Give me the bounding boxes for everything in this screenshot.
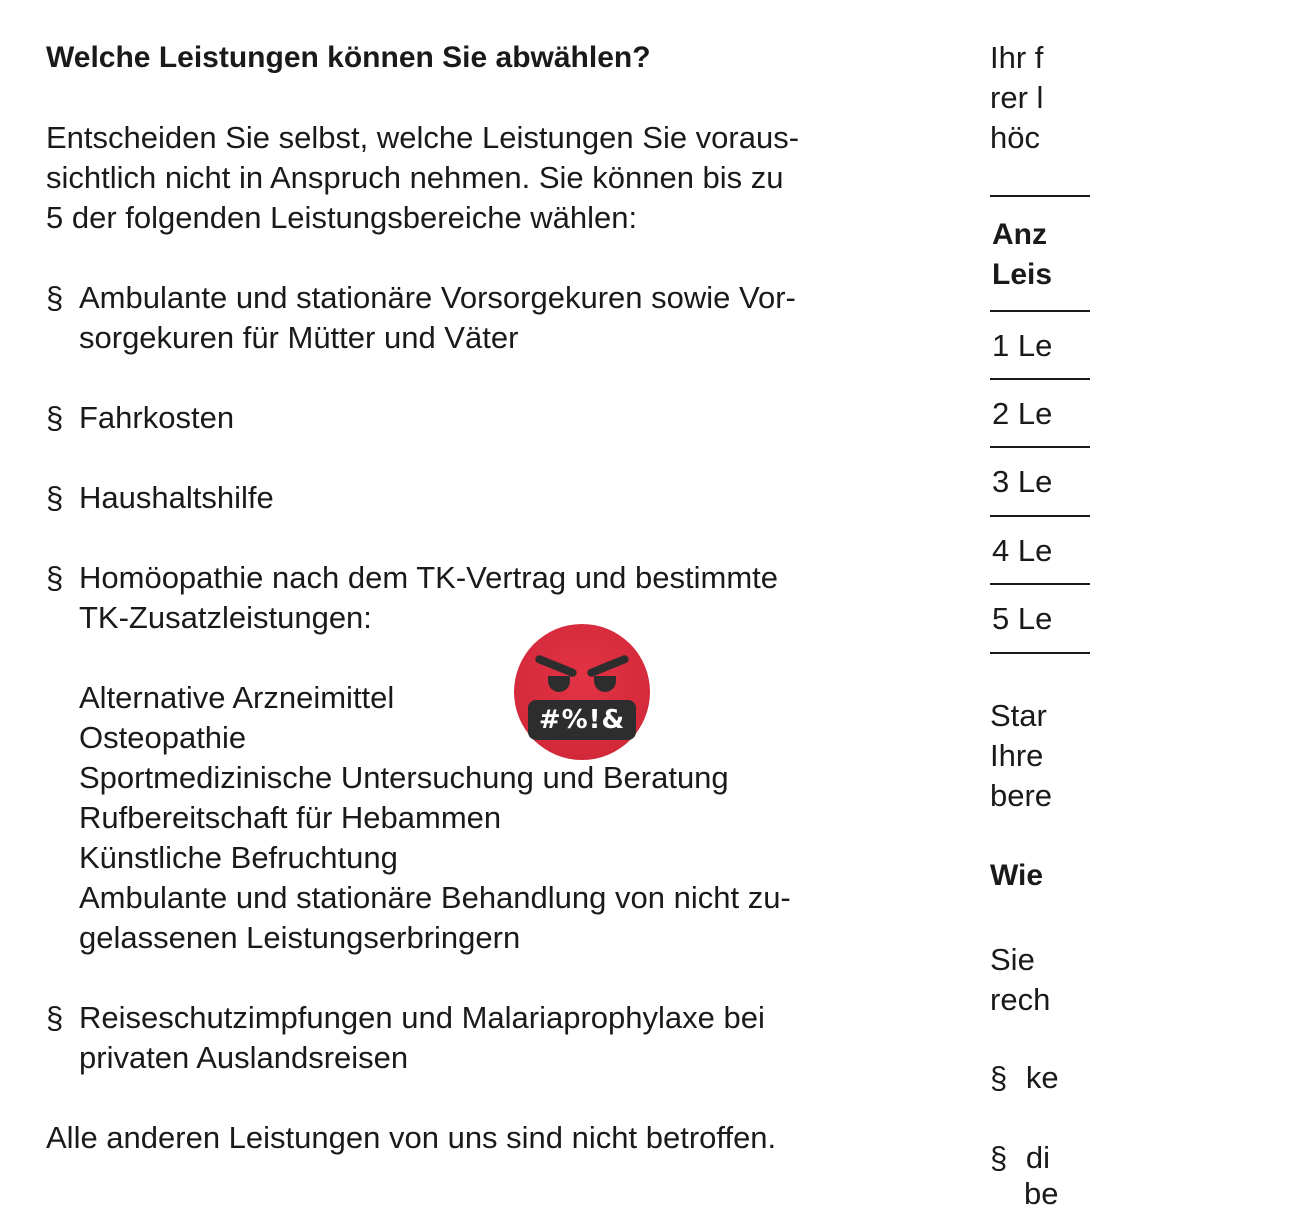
table-row: 3 Le xyxy=(992,464,1053,499)
sub-list-item: Alternative Arzneimittel xyxy=(79,680,395,715)
right-text-line: Star xyxy=(990,698,1047,733)
list-item-line: Ambulante und stationäre Vorsorgekuren sowie Vor- xyxy=(79,280,796,315)
list-item-line: Reiseschutzimpfungen und Malariaprophylaxe bei xyxy=(79,1000,765,1035)
section-sign: § xyxy=(46,1000,64,1035)
face-with-symbols-on-mouth-icon xyxy=(514,624,650,760)
list-item-line: privaten Auslandsreisen xyxy=(79,1040,409,1075)
closing-paragraph: Alle anderen Leistungen von uns sind nicht betroffen. xyxy=(46,1120,777,1155)
right-text-line: bere xyxy=(990,778,1053,813)
table-row: 4 Le xyxy=(992,533,1053,568)
sub-list xyxy=(79,678,926,958)
intro-paragraph xyxy=(46,118,926,238)
section-sign: § xyxy=(46,280,64,315)
right-list-item-text: di xyxy=(1025,1140,1051,1175)
sub-list-item: Sportmedizinische Untersuchung und Beratung xyxy=(79,760,729,795)
sub-list-item: Künstliche Befruchtung xyxy=(79,840,398,875)
section-sign: § xyxy=(990,1140,1008,1175)
right-list-item-text: ke xyxy=(1025,1060,1059,1095)
table-row: 2 Le xyxy=(992,396,1053,431)
intro-line: sichtlich nicht in Anspruch nehmen. Sie können bis zu xyxy=(46,160,784,195)
right-text-line: rer l xyxy=(990,80,1044,115)
right-subheading: Wie xyxy=(990,859,1044,892)
table-row: 5 Le xyxy=(992,601,1053,636)
list-item-line: Fahrkosten xyxy=(79,400,235,435)
table-rule xyxy=(990,583,1090,585)
section-sign: § xyxy=(46,400,64,435)
left-eye xyxy=(548,676,570,692)
censored-symbols: #%!& xyxy=(528,700,636,740)
right-text-line: rech xyxy=(990,982,1051,1017)
right-list-item xyxy=(990,1058,1059,1098)
list-item-line: Haushaltshilfe xyxy=(79,480,274,515)
right-paragraph xyxy=(990,696,1052,816)
section-sign: § xyxy=(46,480,64,515)
table-top-rule xyxy=(990,195,1090,197)
table-header-line: Anz xyxy=(992,218,1047,251)
list-item xyxy=(46,398,926,438)
right-list-item-continuation: be xyxy=(1024,1176,1059,1211)
sub-list-item: gelassenen Leistungserbringern xyxy=(79,920,521,955)
sub-list-item: Rufbereitschaft für Hebammen xyxy=(79,800,502,835)
list-item xyxy=(46,558,926,958)
table-rule xyxy=(990,310,1090,312)
list-item-line: Homöopathie nach dem TK-Vertrag und bestimmte xyxy=(79,560,779,595)
right-list-item xyxy=(990,1138,1050,1178)
list-item xyxy=(46,278,926,358)
list-item xyxy=(46,998,926,1078)
intro-line: Entscheiden Sie selbst, welche Leistungen Sie voraus- xyxy=(46,120,800,155)
table-rule xyxy=(990,446,1090,448)
table-header-line: Leis xyxy=(992,258,1053,291)
section-sign: § xyxy=(990,1060,1008,1095)
table-rule xyxy=(990,378,1090,380)
right-eye xyxy=(594,676,616,692)
right-text-line: Sie xyxy=(990,942,1035,977)
table-rule xyxy=(990,515,1090,517)
intro-line: 5 der folgenden Leistungsbereiche wählen: xyxy=(46,200,638,235)
right-text-line: Ihr f xyxy=(990,40,1044,75)
sub-list-item: Ambulante und stationäre Behandlung von nicht zu- xyxy=(79,880,791,915)
list-item-line: TK-Zusatzleistungen: xyxy=(79,600,372,635)
table-header xyxy=(992,215,1052,295)
right-text-line: höc xyxy=(990,120,1040,155)
left-eyebrow xyxy=(534,654,578,678)
right-text-line: Ihre xyxy=(990,738,1044,773)
right-eyebrow xyxy=(586,654,630,678)
section-sign: § xyxy=(46,560,64,595)
list-item-line: sorgekuren für Mütter und Väter xyxy=(79,320,519,355)
list-item xyxy=(46,478,926,518)
table-rule xyxy=(990,652,1090,654)
right-paragraph xyxy=(990,940,1050,1020)
right-column-intro xyxy=(990,38,1290,158)
sub-list-item: Osteopathie xyxy=(79,720,247,755)
left-column xyxy=(46,38,926,1158)
section-heading: Welche Leistungen können Sie abwählen? xyxy=(46,41,651,74)
table-row: 1 Le xyxy=(992,328,1053,363)
